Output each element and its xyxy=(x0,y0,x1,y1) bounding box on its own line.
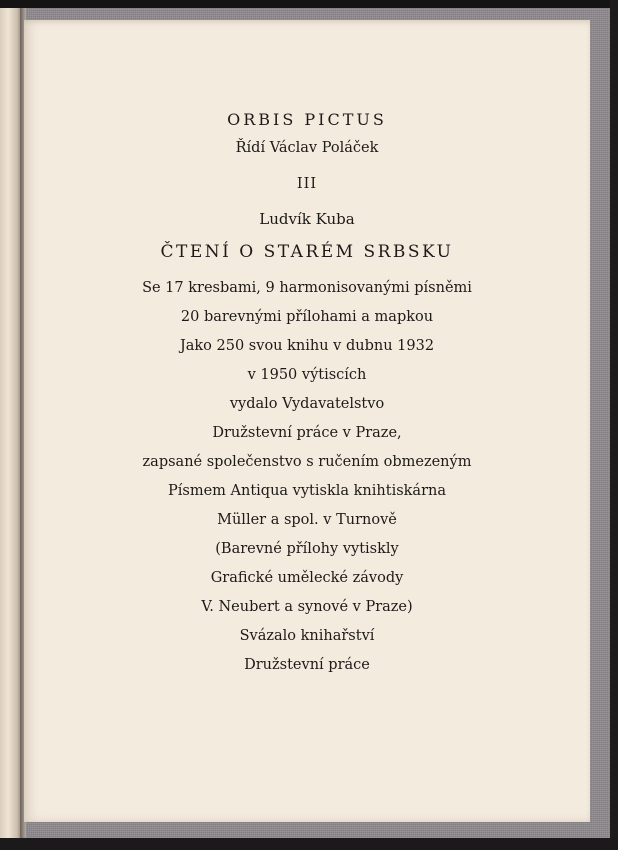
background-top xyxy=(0,0,618,8)
colophon-page xyxy=(24,20,590,822)
book-title: ČTENÍ O STARÉM SRBSKU xyxy=(160,242,454,262)
colophon-line: zapsané společenstvo s ručením obmezeným xyxy=(142,454,472,470)
author-name: Ludvík Kuba xyxy=(259,210,355,228)
colophon-line: 20 barevnými přílohami a mapkou xyxy=(180,309,434,325)
colophon-line: Jako 250 svou knihu v dubnu 1932 xyxy=(179,338,435,354)
series-editor: Řídí Václav Poláček xyxy=(235,140,379,156)
colophon-line: Svázalo knihařství xyxy=(239,628,375,644)
background-right xyxy=(610,0,618,850)
colophon-line: Se 17 kresbami, 9 harmonisovanými písněmi xyxy=(142,280,472,296)
colophon-line: vydalo Vydavatelstvo xyxy=(229,396,385,412)
page-edge-left xyxy=(0,8,20,838)
colophon-line: Písmem Antiqua vytiskla knihtiskárna xyxy=(168,483,446,499)
colophon-line: Družstevní práce xyxy=(244,657,370,673)
colophon-line: Družstevní práce v Praze, xyxy=(212,425,402,441)
series-name: ORBIS PICTUS xyxy=(227,110,387,129)
background-bottom xyxy=(0,838,618,850)
colophon-line: (Barevné přílohy vytiskly xyxy=(215,541,399,557)
colophon-line: v 1950 výtiscích xyxy=(247,367,367,383)
colophon-line: V. Neubert a synové v Praze) xyxy=(201,599,413,615)
colophon-line: Grafické umělecké závody xyxy=(210,570,404,586)
volume-number: III xyxy=(296,176,318,192)
colophon-line: Müller a spol. v Turnově xyxy=(217,512,397,528)
